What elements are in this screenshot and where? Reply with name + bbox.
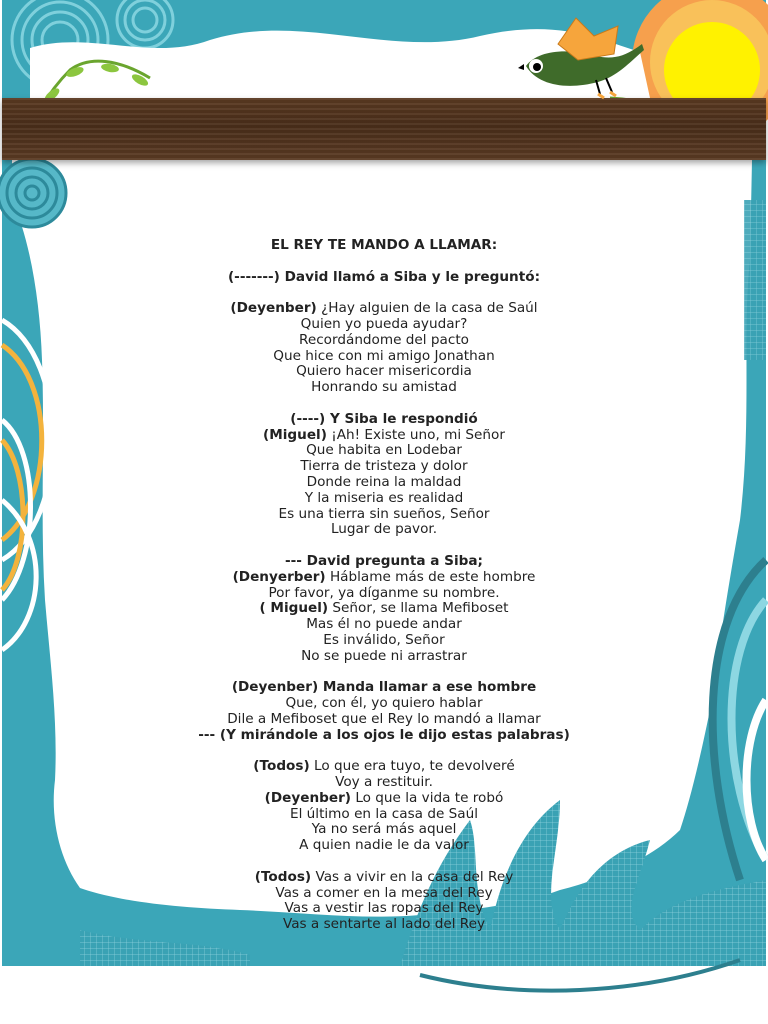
line-text: Háblame más de este hombre — [325, 568, 536, 585]
line-text: A quien nadie le da valor — [299, 837, 469, 854]
line-text: Señor, se llama Mefiboset — [328, 600, 509, 617]
line-text: Por favor, ya díganme su nombre. — [268, 584, 500, 601]
poem-line — [100, 775, 668, 791]
speaker-label: (-------) David llamó a Siba y le preguntó: — [227, 268, 541, 285]
poem-line — [100, 570, 668, 586]
poem-line — [100, 759, 668, 775]
poem-line — [100, 586, 668, 602]
poem-line — [100, 364, 668, 380]
poem-line — [100, 791, 668, 807]
poem-line — [100, 380, 668, 396]
spiral-icon — [0, 159, 66, 227]
poem-line — [100, 807, 668, 823]
speaker-label: (Todos) — [253, 758, 310, 775]
speaker-label: ( Miguel) — [259, 600, 329, 617]
line-text: Y la miseria es realidad — [304, 489, 464, 506]
poem-title: EL REY TE MANDO A LLAMAR: — [270, 237, 498, 253]
poem-line — [100, 728, 668, 744]
poem-line — [100, 649, 668, 665]
line-text: Quiero hacer misericordia — [296, 363, 472, 380]
line-text: Recordándome del pacto — [299, 331, 469, 348]
line-text: Lugar de pavor. — [330, 521, 438, 538]
poem-line — [100, 459, 668, 475]
poem-line — [100, 349, 668, 365]
poem-line — [100, 412, 668, 428]
speaker-label: (Deyenber) — [264, 789, 351, 806]
line-text: Es inválido, Señor — [323, 631, 445, 648]
poem-line — [100, 870, 668, 886]
poem-line — [100, 507, 668, 523]
line-text: Quien yo pueda ayudar? — [300, 315, 468, 332]
poem-line — [100, 886, 668, 902]
speaker-label: (Deyenber) — [230, 300, 317, 317]
line-text: Honrando su amistad — [311, 379, 457, 396]
line-text: Ya no será más aquel — [311, 821, 457, 838]
poem-line — [100, 491, 668, 507]
line-text: Vas a sentarte al lado del Rey — [282, 916, 486, 933]
poem-stanzas — [100, 270, 668, 933]
line-text: Que habita en Lodebar — [306, 442, 462, 459]
line-text: Donde reina la maldad — [306, 473, 462, 490]
poem-line — [100, 270, 668, 286]
wood-plank — [2, 98, 766, 160]
line-text: No se puede ni arrastrar — [301, 647, 467, 664]
line-text: Que, con él, yo quiero hablar — [285, 695, 483, 712]
poem-line — [100, 633, 668, 649]
speaker-label: (----) Y Siba le respondió — [290, 410, 478, 427]
line-text: Lo que la vida te robó — [351, 789, 504, 806]
line-text: Lo que era tuyo, te devolveré — [309, 758, 515, 775]
poem-line — [100, 901, 668, 917]
poem-line — [100, 522, 668, 538]
speaker-label: --- (Y mirándole a los ojos le dijo estas palabras) — [198, 726, 570, 743]
poem-body — [100, 238, 668, 933]
line-text: Es una tierra sin sueños, Señor — [278, 505, 490, 522]
poem-line — [100, 822, 668, 838]
poem-line — [100, 601, 668, 617]
line-text: Voy a restituir. — [335, 774, 433, 791]
poem-line — [100, 428, 668, 444]
line-text: Vas a comer en la mesa del Rey — [275, 884, 493, 901]
line-text: ¿Hay alguien de la casa de Saúl — [316, 300, 538, 317]
line-text: Que hice con mi amigo Jonathan — [273, 347, 495, 364]
poem-line — [100, 917, 668, 933]
poem-line — [100, 475, 668, 491]
speaker-label: (Todos) — [254, 868, 312, 885]
poem-line — [100, 838, 668, 854]
line-text: Tierra de tristeza y dolor — [300, 458, 468, 475]
poem-line — [100, 317, 668, 333]
speaker-label: (Deyenber) Manda llamar a ese hombre — [231, 679, 537, 696]
poem-line — [100, 617, 668, 633]
poem-line — [100, 333, 668, 349]
line-text: Dile a Mefiboset que el Rey lo mandó a llamar — [227, 710, 541, 727]
speaker-label: --- David pregunta a Siba; — [285, 552, 483, 569]
poem-line — [100, 554, 668, 570]
poem-line — [100, 443, 668, 459]
poem-line — [100, 301, 668, 317]
speaker-label: (Miguel) — [263, 426, 327, 443]
bird-icon — [518, 14, 648, 100]
line-text: Vas a vivir en la casa del Rey — [311, 868, 514, 885]
line-text: Mas él no puede andar — [306, 616, 462, 633]
poem-line — [100, 680, 668, 696]
poem-line — [100, 712, 668, 728]
poem-line — [100, 696, 668, 712]
line-text: ¡Ah! Existe uno, mi Señor — [326, 426, 505, 443]
line-text: El último en la casa de Saúl — [290, 805, 478, 822]
line-text: Vas a vestir las ropas del Rey — [284, 900, 484, 917]
speaker-label: (Denyerber) — [232, 568, 326, 585]
